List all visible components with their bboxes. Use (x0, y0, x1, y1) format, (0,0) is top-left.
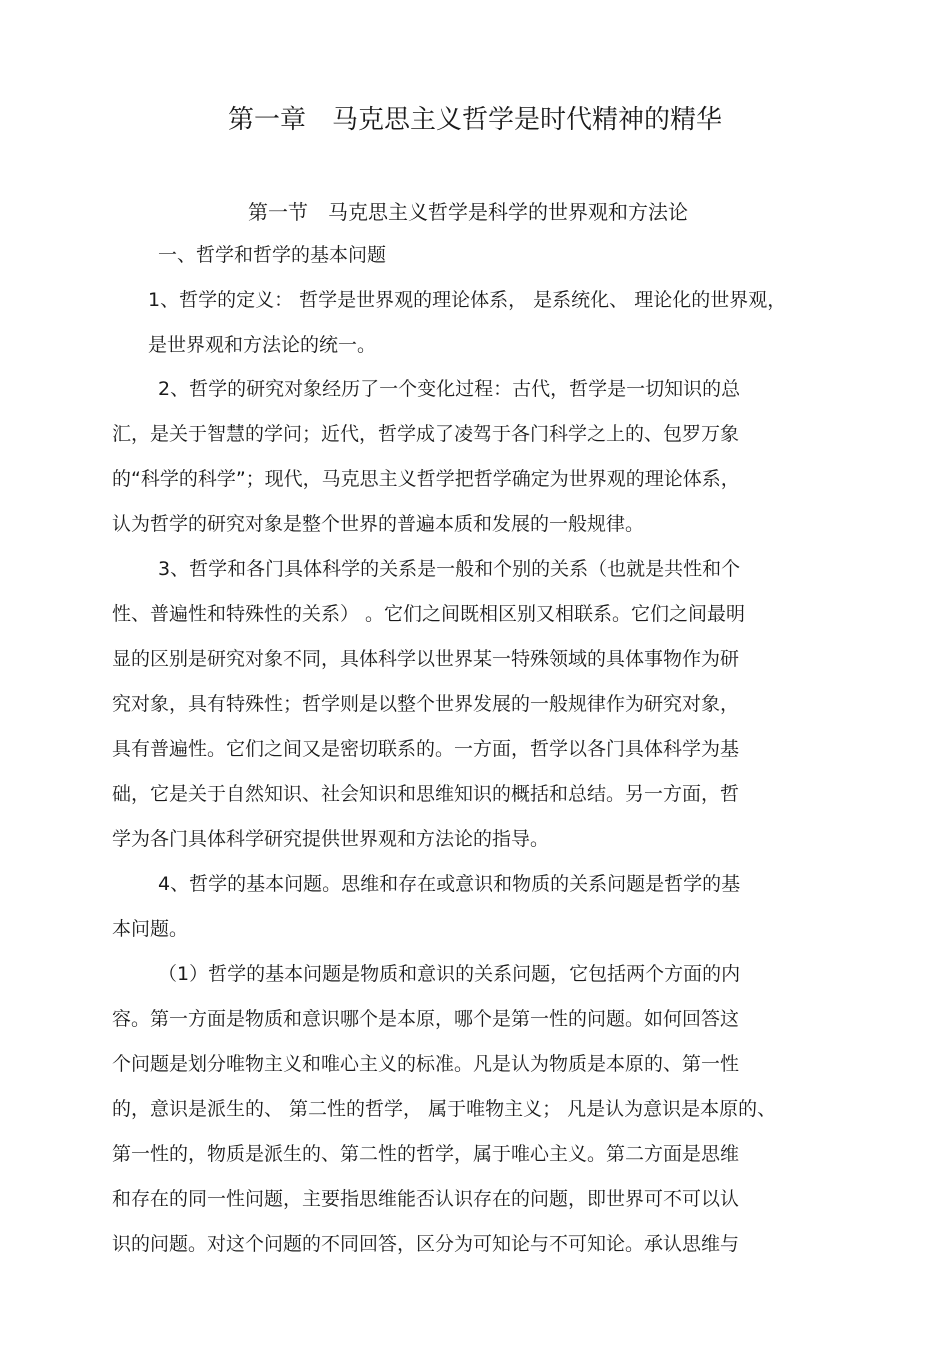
paragraph-4-line: 4、哲学的基本问题。思维和存在或意识和物质的关系问题是哲学的基 (158, 873, 741, 895)
paragraph-2-line: 认为哲学的研究对象是整个世界的普遍本质和发展的一般规律。 (112, 513, 645, 535)
paragraph-2-line: 的“科学的科学”；现代，马克思主义哲学把哲学确定为世界观的理论体系， (112, 468, 740, 490)
paragraph-3-line: 显的区别是研究对象不同，具体科学以世界某一特殊领域的具体事物作为研 (112, 648, 740, 670)
paragraph-5-line: 的，意识是派生的、 第二性的哲学， 属于唯物主义； 凡是认为意识是本原的、 (112, 1098, 777, 1120)
paragraph-2-line: 2、哲学的研究对象经历了一个变化过程：古代，哲学是一切知识的总 (158, 378, 741, 400)
paragraph-5-line: 第一性的，物质是派生的、第二性的哲学，属于唯心主义。第二方面是思维 (112, 1143, 740, 1165)
subsection-title: 一、哲学和哲学的基本问题 (158, 244, 387, 266)
paragraph-1-line: 是世界观和方法论的统一。 (148, 334, 377, 356)
paragraph-4-line: 本问题。 (112, 918, 189, 940)
paragraph-3-line: 究对象，具有特殊性；哲学则是以整个世界发展的一般规律作为研究对象， (112, 693, 740, 715)
paragraph-5-line: 容。第一方面是物质和意识哪个是本原，哪个是第一性的问题。如何回答这 (112, 1008, 740, 1030)
paragraph-2-line: 汇，是关于智慧的学问；近代，哲学成了凌驾于各门科学之上的、包罗万象 (112, 423, 740, 445)
paragraph-5-line: 个问题是划分唯物主义和唯心主义的标准。凡是认为物质是本原的、第一性 (112, 1053, 740, 1075)
chapter-title: 第一章 马克思主义哲学是时代精神的精华 (227, 105, 722, 135)
paragraph-5-line: 和存在的同一性问题，主要指思维能否认识存在的问题，即世界可不可以认 (112, 1188, 740, 1210)
paragraph-5-line: （1）哲学的基本问题是物质和意识的关系问题，它包括两个方面的内 (158, 963, 741, 985)
paragraph-1-line: 1、哲学的定义： 哲学是世界观的理论体系， 是系统化、 理论化的世界观， (148, 289, 787, 311)
section-title: 第一节 马克思主义哲学是科学的世界观和方法论 (248, 200, 688, 224)
paragraph-3-line: 学为各门具体科学研究提供世界观和方法论的指导。 (112, 828, 550, 850)
paragraph-3-line: 础，它是关于自然知识、社会知识和思维知识的概括和总结。另一方面，哲 (112, 783, 740, 805)
paragraph-5-line: 识的问题。对这个问题的不同回答，区分为可知论与不可知论。承认思维与 (112, 1233, 740, 1255)
paragraph-3-line: 3、哲学和各门具体科学的关系是一般和个别的关系（也就是共性和个 (158, 558, 741, 580)
paragraph-3-line: 性、普遍性和特殊性的关系） 。它们之间既相区别又相联系。它们之间最明 (112, 603, 746, 625)
paragraph-3-line: 具有普遍性。它们之间又是密切联系的。一方面，哲学以各门具体科学为基 (112, 738, 740, 760)
